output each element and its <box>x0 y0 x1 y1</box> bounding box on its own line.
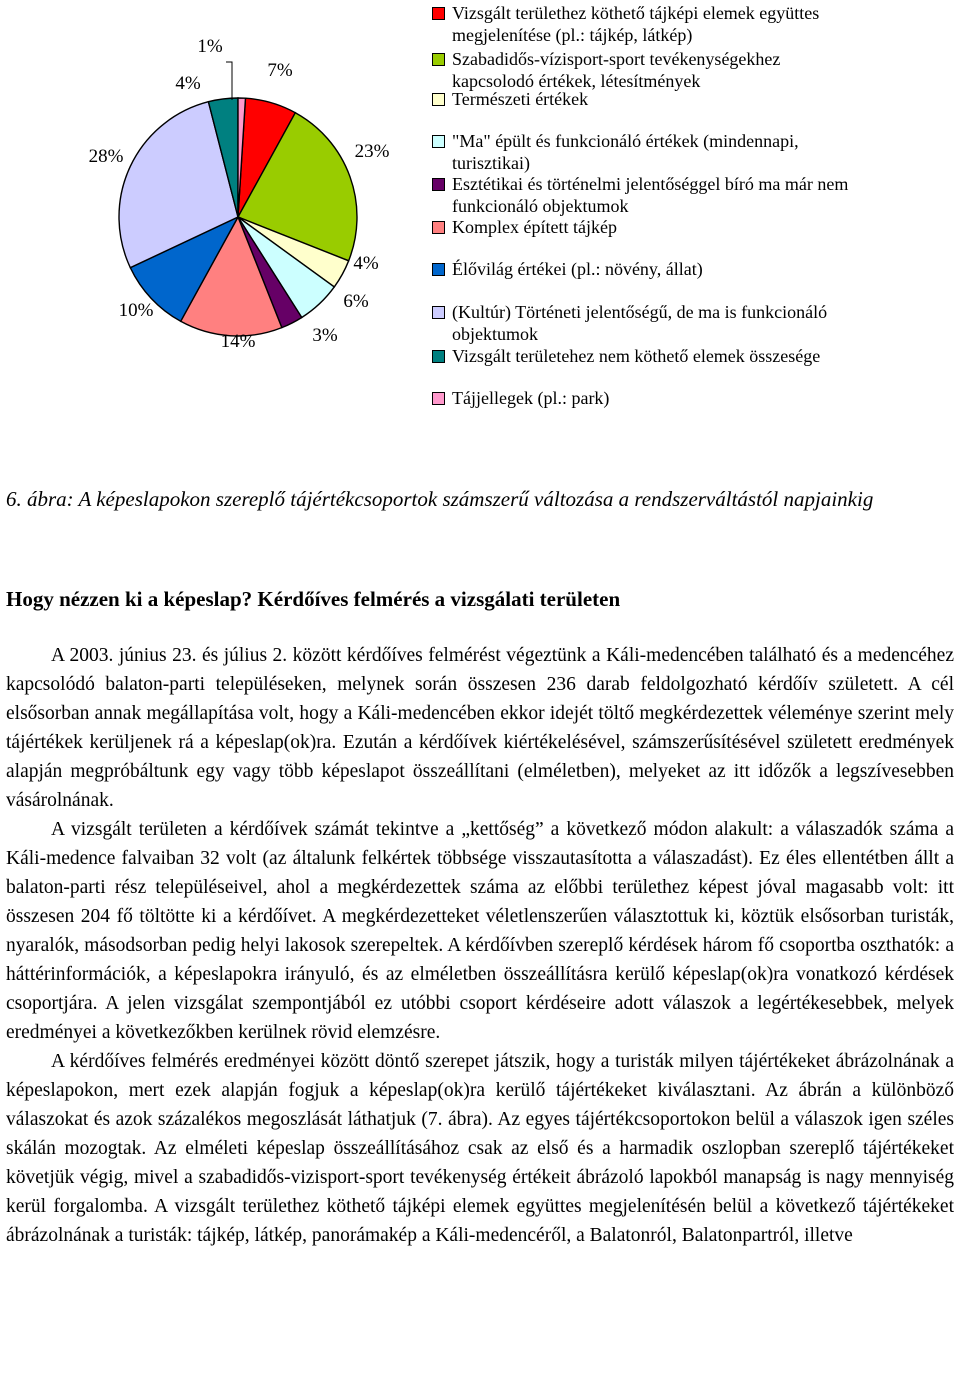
slice-label: 10% <box>118 300 154 321</box>
legend-label: (Kultúr) Történeti jelentőségű, de ma is funkcionáló objektumok <box>452 302 828 344</box>
legend-swatch <box>432 53 445 66</box>
pie-chart <box>0 0 430 470</box>
legend-swatch <box>432 263 445 276</box>
legend-item <box>432 48 862 92</box>
legend-swatch <box>432 93 445 106</box>
slice-label: 4% <box>353 253 379 274</box>
legend-item <box>432 301 872 345</box>
section-heading: Hogy nézzen ki a képeslap? Kérdőíves felmérés a vizsgálati területen <box>6 587 621 611</box>
legend-label: "Ma" épült és funkcionáló értékek (mindennapi, turisztikai) <box>452 131 799 173</box>
legend-item <box>432 216 862 238</box>
legend-label: Természeti értékek <box>452 89 589 109</box>
legend-label: Komplex épített tájkép <box>452 217 617 237</box>
slice-label: 28% <box>88 146 124 167</box>
legend-swatch <box>432 350 445 363</box>
legend-label: Esztétikai és történelmi jelentőséggel bíró ma már nem funkcionáló objektumok <box>452 174 849 216</box>
body-text <box>6 641 954 1250</box>
legend-swatch <box>432 392 445 405</box>
paragraph: A kérdőíves felmérés eredményei között döntő szerepet játszik, hogy a turisták milyen tájértékeket ábrázolnának a képeslapokon, mert ezek alapján fogjuk a képeslap(ok)ra kerülő tájértékeket kiválasztani. Az ábrán a különböző válaszokat és azok százalékos megoszlását láthatjuk (7. ábra). Az egyes tájértékcsoportokon belül a válaszok igen széles skálán mozogtak. Az elméleti képeslap összeállításához csak az első és a harmadik oszlopban szereplő tájértékeket követjük végig, mivel a szabadidős-vizisport-sport tevékenység értékeit ábrázoló lapokból manapság is nagy mennyiség kerül forgalomba. A vizsgált területhez köthető tájképi elemek együttes megjelenítésén belül a következő tájértékeket ábrázolnának a turisták: tájkép, látkép, panorámakép a Káli-medencéről, a Balatonról, Balatonpartról, illetve <box>6 1051 954 1246</box>
legend-swatch <box>432 306 445 319</box>
legend-swatch <box>432 178 445 191</box>
legend-swatch <box>432 135 445 148</box>
legend-label: Vizsgált területehez nem köthető elemek összesége <box>452 346 821 366</box>
slice-label: 1% <box>197 36 223 57</box>
slice-label: 4% <box>175 73 201 94</box>
slice-label: 14% <box>220 331 256 352</box>
paragraph: A vizsgált területen a kérdőívek számát tekintve a „kettőség” a következő módon alakult: a válaszadók száma a Káli-medence falvaiban 32 volt (az általunk felkértek többsége visszautasította a válaszadást). Ez éles ellentétben állt a balaton-parti rész településeivel, ahol a megkérdezettek száma az előbbi területhez képest jóval magasabb volt: itt összesen 204 fő töltötte ki a kérdőívet. A megkérdezetteket véletlenszerűen választottuk ki, köztük elsősorban turisták, nyaralók, másodsorban pedig helyi lakosok szerepeltek. A kérdőívben szereplő kérdések három fő csoportba oszthatók: a háttérinformációk, a képeslapokra irányuló, és az elméletben összeállításra kerülő képeslap(ok)ra vonatkozó kérdések csoportjára. A jelen vizsgálat szempontjából ez utóbbi csoport kérdéseire adott válaszok a legértékesebbek, melyek eredményei a következőkben kerülnek rövid elemzésre. <box>6 819 954 1043</box>
legend-label: Szabadidős-vízisport-sport tevékenységekhez kapcsolodó értékek, létesítmények <box>452 49 781 91</box>
legend-label: Vizsgált területhez köthető tájképi elemek együttes megjelenítése (pl.: tájkép, látkép) <box>452 3 820 45</box>
legend-item <box>432 2 862 46</box>
leader-line <box>226 62 232 100</box>
legend-label: Tájjellegek (pl.: park) <box>452 388 610 408</box>
paragraph: A 2003. június 23. és július 2. között kérdőíves felmérést végeztünk a Káli-medencében található és a medencéhez kapcsolódó balaton-parti településeken, melynek során összesen 236 darab feldolgozható kérdőív született. A cél elsősorban annak megállapítása volt, hogy a Káli-medencében ekkor idejét töltő megkérdezettek véleménye szerint mely tájértékek kerüljenek rá a képeslap(ok)ra. Ezután a kérdőívek kiértékelésével, számszerűsítésével született eredmények alapján megpróbáltunk egy vagy több képeslapot összeállítani (elméletben), melyeket az itt időzők a legszívesebben vásárolnának. <box>6 645 954 811</box>
legend-item <box>432 258 862 280</box>
slice-label: 3% <box>312 325 338 346</box>
slice-label: 23% <box>354 141 390 162</box>
legend-label: Élővilág értékei (pl.: növény, állat) <box>452 259 703 279</box>
slice-label: 6% <box>343 291 369 312</box>
legend-item <box>432 387 862 409</box>
figure-caption: 6. ábra: A képeslapokon szereplő tájértékcsoportok számszerű változása a rendszerváltástól napjainkig <box>6 487 874 511</box>
legend-swatch <box>432 7 445 20</box>
legend-item <box>432 345 872 367</box>
legend-swatch <box>432 221 445 234</box>
legend-item <box>432 173 862 217</box>
legend-item <box>432 88 862 110</box>
legend-item <box>432 130 862 174</box>
slice-label: 7% <box>267 60 293 81</box>
